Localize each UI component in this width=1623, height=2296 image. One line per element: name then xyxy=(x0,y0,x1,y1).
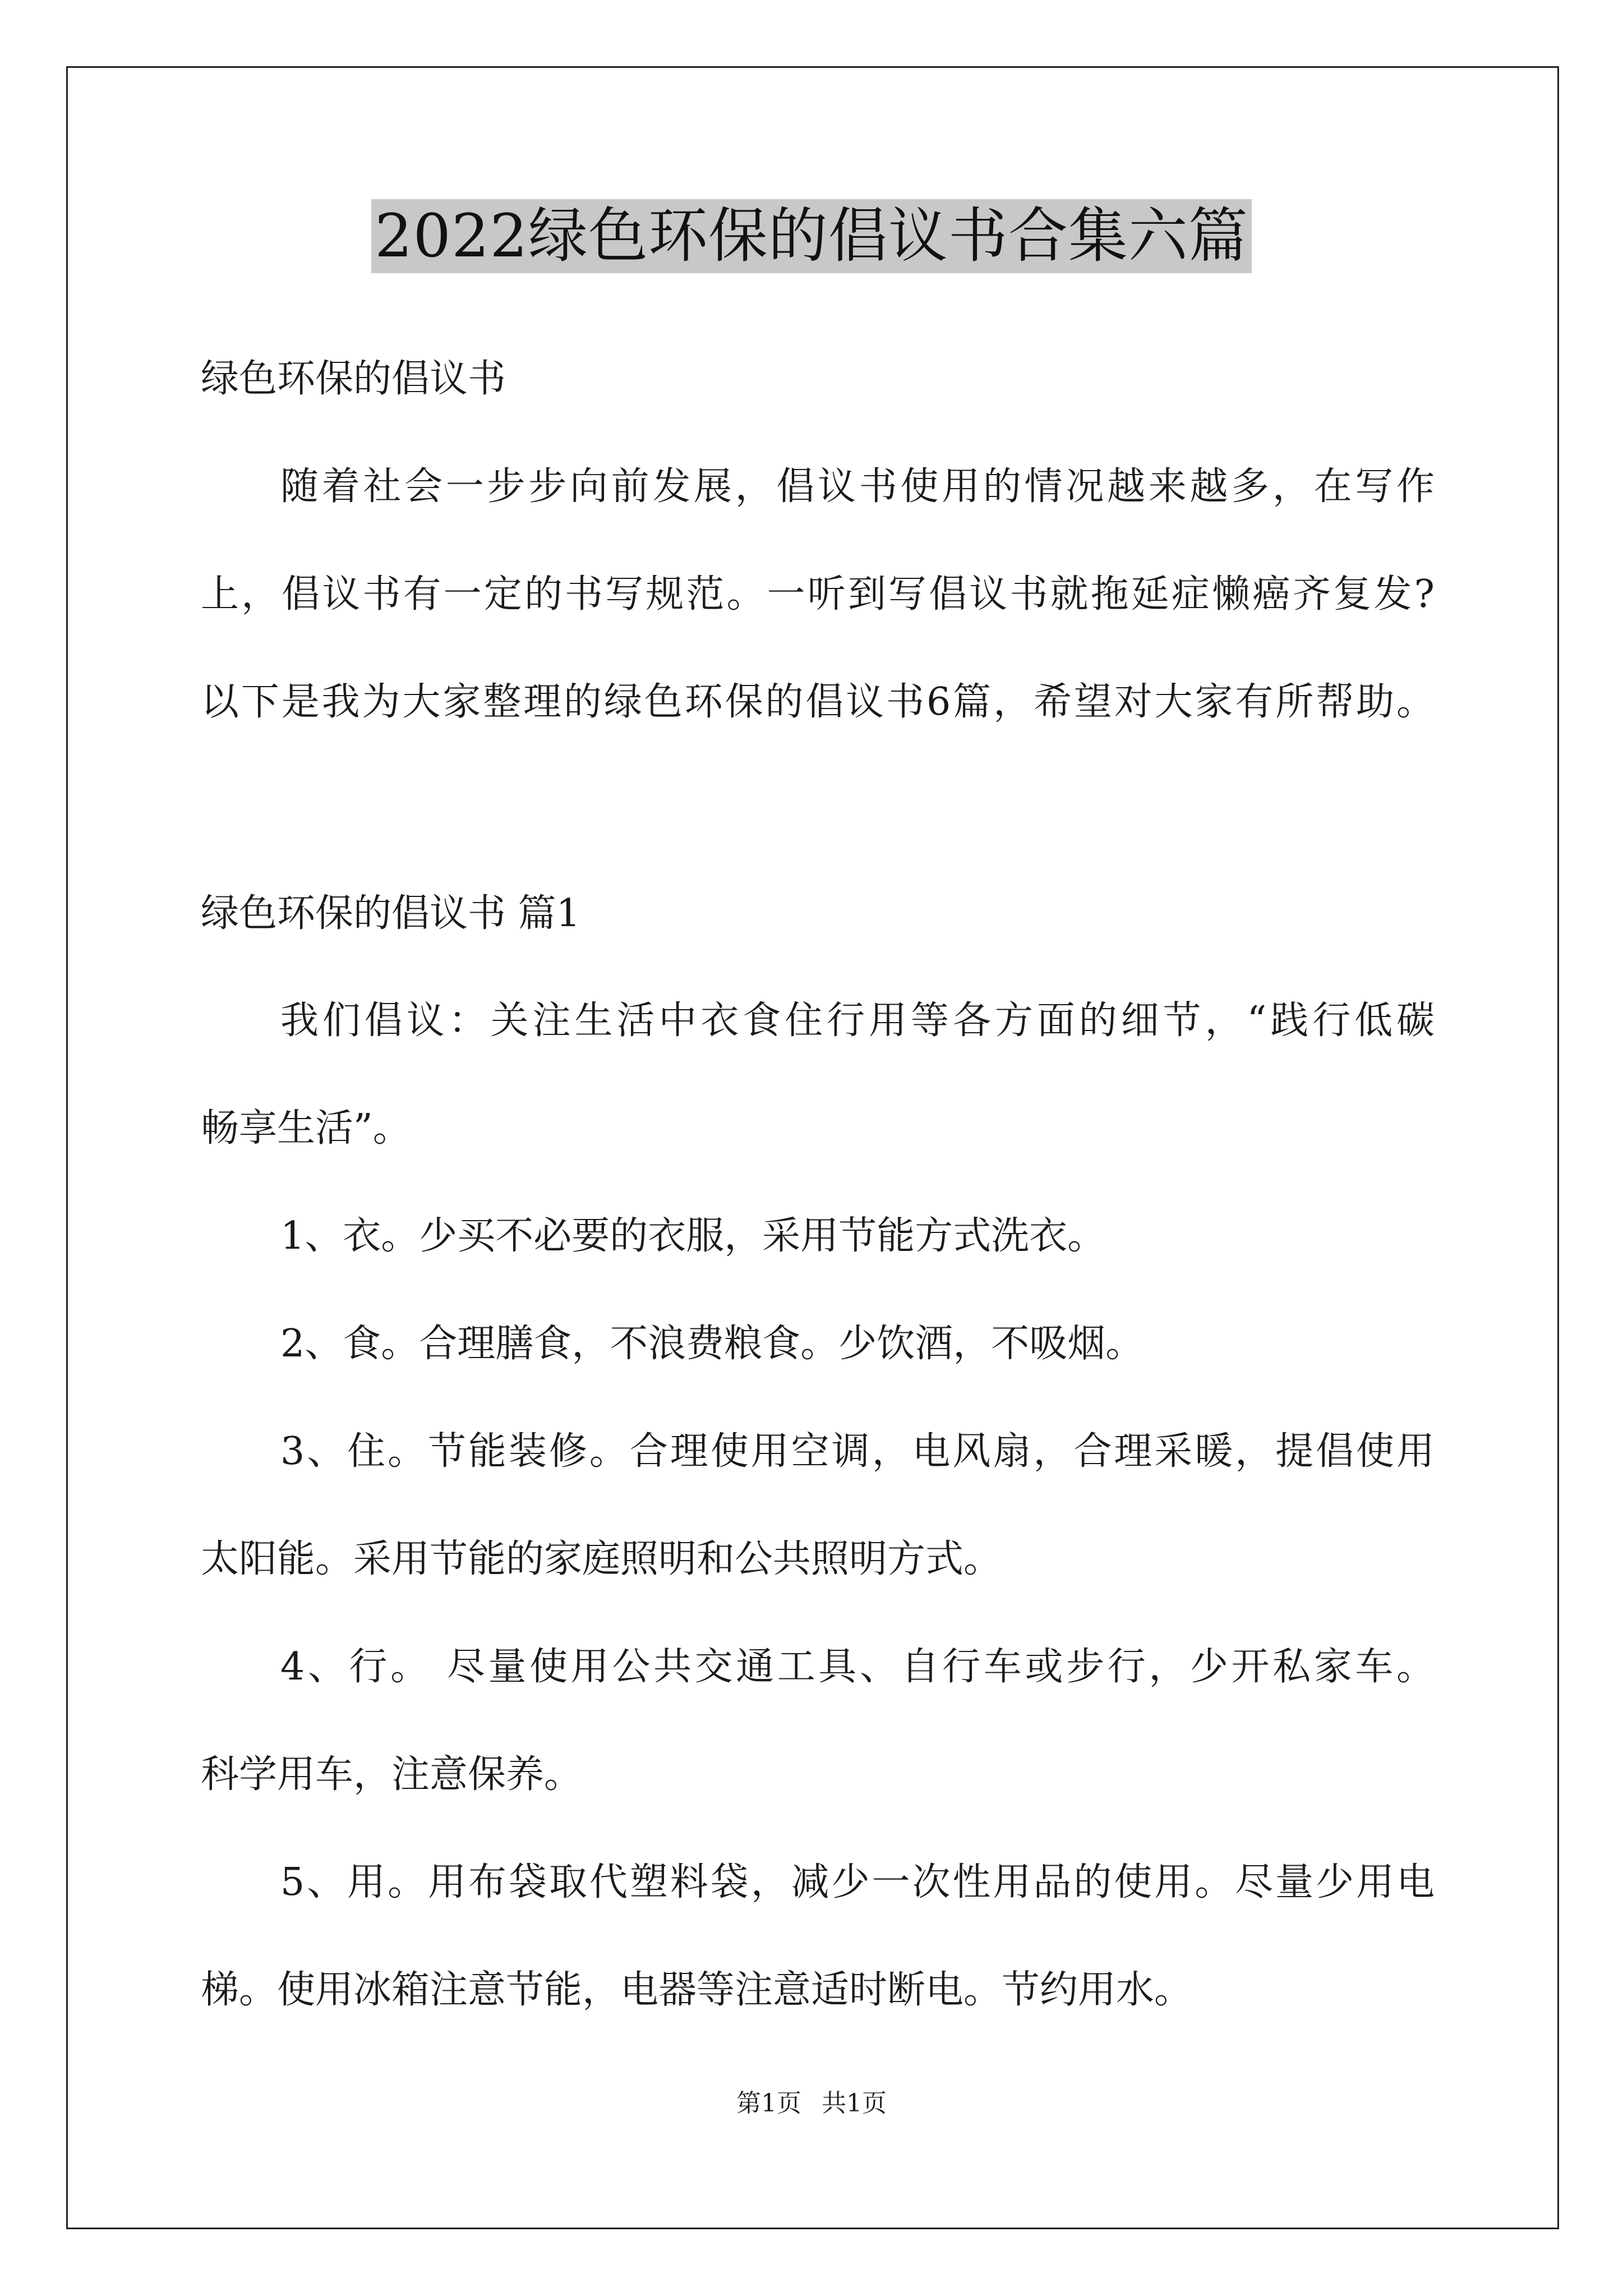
list-item-food: 2、食。合理膳食，不浪费粮食。少饮酒，不吸烟。 xyxy=(280,1322,1144,1366)
intro-line-1: 随着社会一步步向前发展，倡议书使用的情况越来越多，在写作 xyxy=(280,464,1435,509)
list-item-travel: 4、行。 尽量使用公共交通工具、自行车或步行，少开私家车。 xyxy=(280,1645,1435,1689)
list-item-housing-cont: 太阳能。采用节能的家庭照明和公共照明方式。 xyxy=(201,1537,1002,1581)
list-item-use-cont: 梯。使用冰箱注意节能，电器等注意适时断电。节约用水。 xyxy=(201,1968,1193,2012)
page-total: 共1页 xyxy=(822,2089,887,2118)
page-footer xyxy=(0,2088,1623,2119)
list-item-use: 5、用。用布袋取代塑料袋，减少一次性用品的使用。尽量少用电 xyxy=(280,1860,1435,1904)
body-paragraph-line: 我们倡议：关注生活中衣食住行用等各方面的细节，“践行低碳 xyxy=(280,999,1435,1043)
article-heading: 绿色环保的倡议书 篇1 xyxy=(201,891,580,936)
list-item-clothing: 1、衣。少买不必要的衣服，采用节能方式洗衣。 xyxy=(280,1214,1106,1258)
page-number: 第1页 xyxy=(736,2089,801,2118)
intro-line-2: 上，倡议书有一定的书写规范。一听到写倡议书就拖延症懒癌齐复发? xyxy=(201,572,1435,616)
list-item-travel-cont: 科学用车，注意保养。 xyxy=(201,1752,583,1797)
intro-line-3: 以下是我为大家整理的绿色环保的倡议书6篇，希望对大家有所帮助。 xyxy=(201,680,1435,724)
title-container xyxy=(0,199,1623,273)
section-heading: 绿色环保的倡议书 xyxy=(201,357,506,401)
list-item-housing: 3、住。节能装修。合理使用空调，电风扇，合理采暖，提倡使用 xyxy=(280,1429,1435,1474)
body-paragraph-line: 畅享生活”。 xyxy=(201,1106,411,1151)
document-title: 2022绿色环保的倡议书合集六篇 xyxy=(371,199,1252,273)
